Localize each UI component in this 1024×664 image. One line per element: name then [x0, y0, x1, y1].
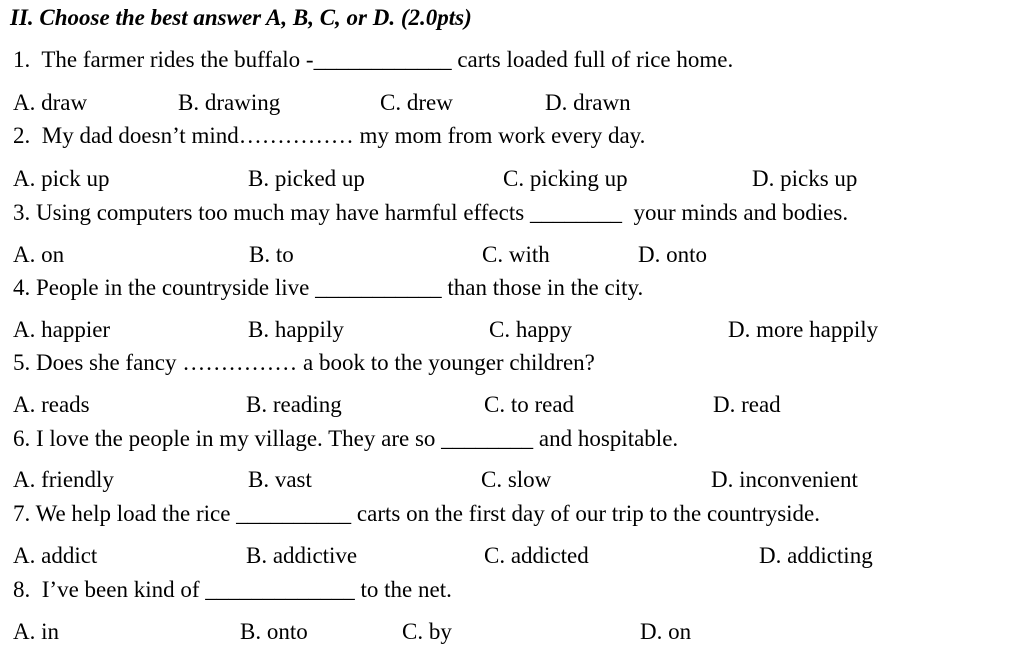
options-row-8 [0, 618, 1024, 648]
option-1-a: A. draw [13, 90, 88, 115]
option-5-b: B. reading [246, 392, 342, 417]
option-8-c: C. by [402, 619, 452, 644]
options-row-1 [0, 89, 1024, 119]
option-8-a: A. in [13, 619, 59, 644]
question-text-4: 4. People in the countryside live ___________ than those in the city. [13, 275, 644, 300]
option-4-d: D. more happily [728, 317, 879, 342]
option-3-a: A. on [13, 242, 65, 267]
option-5-d: D. read [713, 392, 781, 417]
option-1-d: D. drawn [545, 90, 631, 115]
options-row-4 [0, 316, 1024, 346]
option-6-d: D. inconvenient [711, 467, 858, 492]
option-7-d: D. addicting [759, 543, 873, 568]
options-row-2 [0, 165, 1024, 195]
question-text-5: 5. Does she fancy …………… a book to the younger children? [13, 350, 595, 375]
option-3-d: D. onto [638, 242, 707, 267]
option-7-b: B. addictive [246, 543, 358, 568]
option-6-c: C. slow [481, 467, 552, 492]
option-7-c: C. addicted [484, 543, 589, 568]
option-2-c: C. picking up [503, 166, 628, 191]
question-text-7: 7. We help load the rice __________ carts on the first day of our trip to the countryside. [13, 501, 820, 526]
option-4-a: A. happier [13, 317, 111, 342]
option-5-a: A. reads [13, 392, 90, 417]
option-4-c: C. happy [489, 317, 573, 342]
option-8-d: D. on [640, 619, 692, 644]
section-heading: II. Choose the best answer A, B, C, or D. (2.0pts) [10, 5, 472, 30]
question-text-1: 1. The farmer rides the buffalo -____________ carts loaded full of rice home. [13, 47, 734, 72]
option-3-c: C. with [482, 242, 550, 267]
option-6-b: B. vast [248, 467, 312, 492]
options-row-5 [0, 391, 1024, 421]
options-row-7 [0, 542, 1024, 572]
option-2-d: D. picks up [752, 166, 858, 191]
option-2-a: A. pick up [13, 166, 110, 191]
option-6-a: A. friendly [13, 467, 114, 492]
question-text-2: 2. My dad doesn’t mind…………… my mom from work every day. [13, 123, 646, 148]
options-row-3 [0, 241, 1024, 271]
option-7-a: A. addict [13, 543, 98, 568]
option-1-b: B. drawing [178, 90, 281, 115]
option-4-b: B. happily [248, 317, 344, 342]
option-8-b: B. onto [240, 619, 308, 644]
question-text-6: 6. I love the people in my village. They are so ________ and hospitable. [13, 426, 679, 451]
option-2-b: B. picked up [248, 166, 365, 191]
question-text-8: 8. I’ve been kind of _____________ to the net. [13, 577, 452, 602]
option-1-c: C. drew [380, 90, 453, 115]
option-3-b: B. to [249, 242, 294, 267]
options-row-6 [0, 466, 1024, 496]
question-text-3: 3. Using computers too much may have harmful effects ________ your minds and bodies. [13, 200, 849, 225]
option-5-c: C. to read [484, 392, 575, 417]
